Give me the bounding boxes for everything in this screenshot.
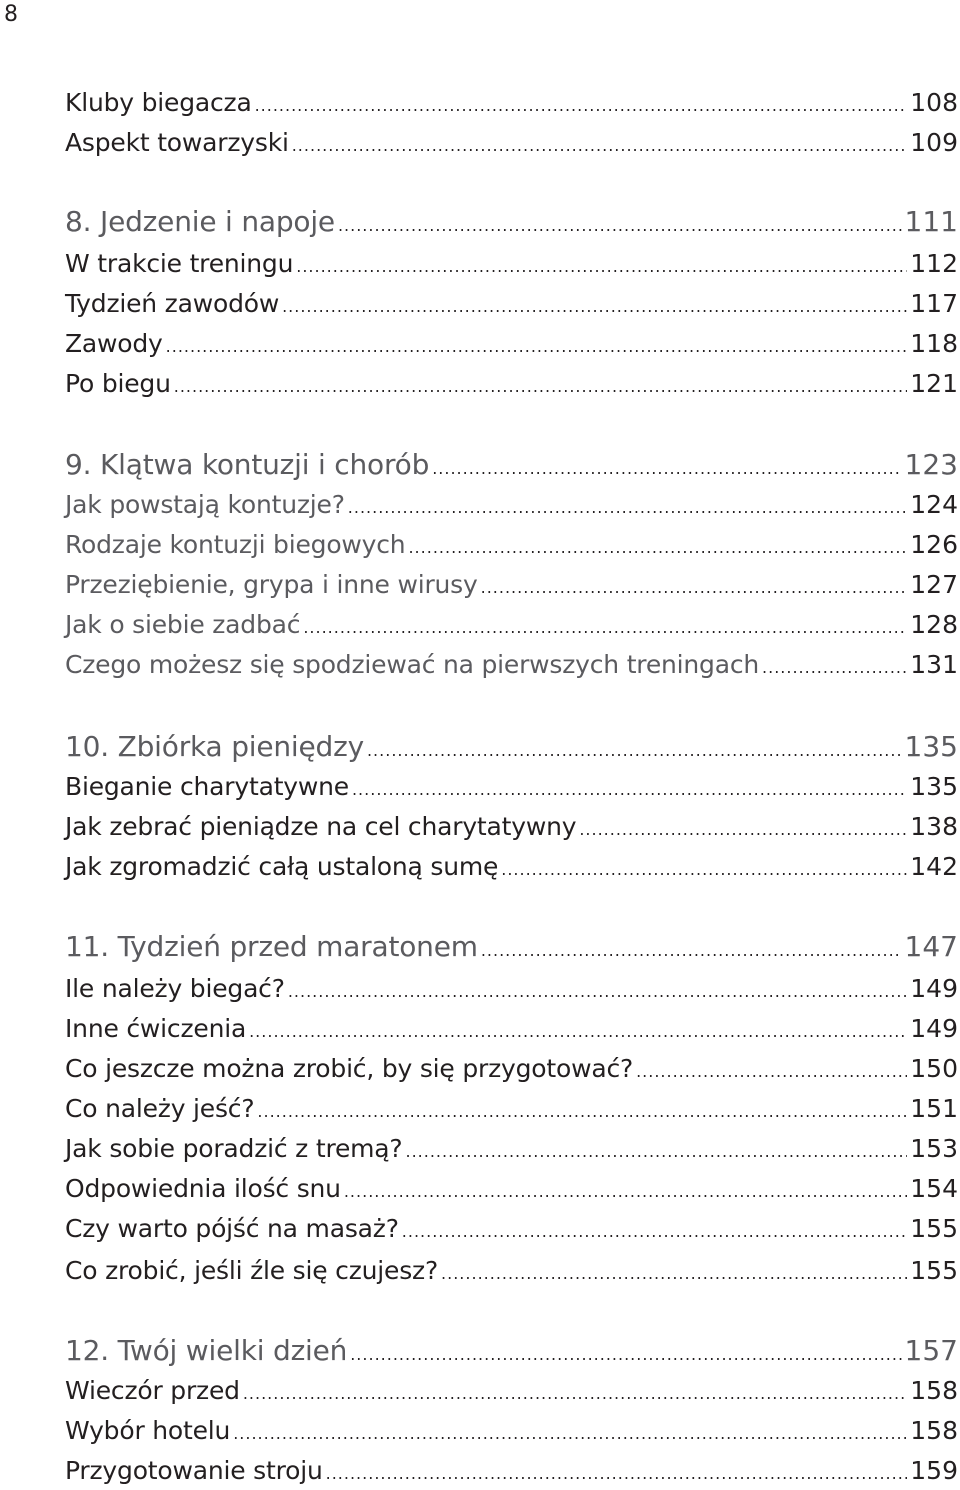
toc-entry-label: Zawody (65, 329, 163, 358)
toc-entry-page: 157 (904, 1334, 958, 1367)
toc-entry-label: 9. Klątwa kontuzji i chorób (65, 448, 430, 481)
dot-leader (282, 299, 907, 315)
dot-leader (348, 500, 908, 516)
toc-entry (65, 1014, 958, 1043)
toc-entry (65, 1376, 958, 1405)
toc-entry (65, 974, 958, 1003)
dot-leader (296, 259, 907, 275)
toc-entry-label: 8. Jedzenie i napoje (65, 205, 335, 238)
toc-entry (65, 1456, 958, 1485)
toc-entry-page: 158 (910, 1416, 958, 1445)
toc-entry (65, 1416, 958, 1445)
toc-entry-page: 135 (910, 772, 958, 801)
toc-entry (65, 570, 958, 599)
toc-chapter-entry (65, 448, 958, 481)
toc-entry-page: 124 (910, 490, 958, 519)
toc-entry-label: Ile należy biegać? (65, 974, 285, 1003)
toc-entry-label: Kluby biegacza (65, 88, 252, 117)
dot-leader (249, 1024, 907, 1040)
toc-entry-label: Jak o siebie zadbać (65, 610, 301, 639)
toc-entry (65, 329, 958, 358)
toc-entry-page: 118 (910, 329, 958, 358)
toc-entry-page: 109 (910, 128, 958, 157)
toc-entry-page: 126 (910, 530, 958, 559)
dot-leader (350, 1347, 901, 1363)
toc-entry-page: 117 (910, 289, 958, 318)
toc-entry-page: 150 (910, 1054, 958, 1083)
toc-entry (65, 650, 958, 679)
toc-entry (65, 772, 958, 801)
toc-entry-page: 108 (910, 88, 958, 117)
toc-entry-page: 121 (910, 369, 958, 398)
toc-entry (65, 530, 958, 559)
toc-entry (65, 1134, 958, 1163)
toc-entry-label: Co należy jeść? (65, 1094, 255, 1123)
toc-entry-label: Tydzień zawodów (65, 289, 280, 318)
toc-entry-label: Wybór hotelu (65, 1416, 231, 1445)
toc-entry (65, 812, 958, 841)
dot-leader (292, 138, 908, 154)
page-number: 8 (4, 2, 18, 27)
toc-entry-label: Wieczór przed (65, 1376, 240, 1405)
dot-leader (288, 984, 907, 1000)
toc-entry (65, 369, 958, 398)
dot-leader (352, 782, 907, 798)
dot-leader (402, 1224, 908, 1240)
dot-leader (344, 1184, 907, 1200)
toc-entry-page: 138 (910, 812, 958, 841)
toc-entry-label: Rodzaje kontuzji biegowych (65, 530, 406, 559)
toc-entry-page: 149 (910, 1014, 958, 1043)
toc-chapter-entry (65, 205, 958, 238)
toc-entry (65, 289, 958, 318)
toc-chapter-entry (65, 930, 958, 963)
toc-entry-page: 159 (910, 1456, 958, 1485)
toc-entry-label: W trakcie treningu (65, 249, 294, 278)
dot-leader (579, 822, 907, 838)
toc-entry-label: Co zrobić, jeśli źle się czujesz? (65, 1256, 439, 1285)
dot-leader (303, 620, 907, 636)
dot-leader (481, 943, 902, 959)
toc-entry-page: 111 (904, 205, 958, 238)
toc-entry (65, 88, 958, 117)
dot-leader (441, 1266, 907, 1282)
toc-entry-page: 154 (910, 1174, 958, 1203)
toc-entry-page: 142 (910, 852, 958, 881)
toc-entry-page: 155 (910, 1214, 958, 1243)
dot-leader (481, 580, 908, 596)
dot-leader (408, 540, 907, 556)
toc-entry (65, 1054, 958, 1083)
toc-entry-label: 11. Tydzień przed maratonem (65, 930, 478, 963)
toc-entry-page: 155 (910, 1256, 958, 1285)
toc-entry (65, 1214, 958, 1243)
toc-entry (65, 128, 958, 157)
toc-entry-label: Jak zebrać pieniądze na cel charytatywny (65, 812, 577, 841)
toc-entry-label: Bieganie charytatywne (65, 772, 349, 801)
toc-entry-label: 10. Zbiórka pieniędzy (65, 730, 364, 763)
toc-entry-label: Czy warto pójść na masaż? (65, 1214, 399, 1243)
toc-entry-page: 127 (910, 570, 958, 599)
dot-leader (166, 339, 908, 355)
toc-entry-label: Czego możesz się spodziewać na pierwszych treningach (65, 650, 760, 679)
dot-leader (432, 461, 901, 477)
toc-entry-label: Jak zgromadzić całą ustaloną sumę (65, 852, 499, 881)
toc-entry-label: Co jeszcze można zrobić, by się przygotować? (65, 1054, 634, 1083)
dot-leader (636, 1064, 907, 1080)
dot-leader (338, 218, 902, 234)
toc-entry-page: 147 (904, 930, 958, 963)
toc-entry-label: Jak powstają kontuzje? (65, 490, 345, 519)
toc-entry (65, 249, 958, 278)
toc-entry-label: Po biegu (65, 369, 171, 398)
toc-entry-page: 135 (904, 730, 958, 763)
toc-entry (65, 852, 958, 881)
toc-entry-page: 149 (910, 974, 958, 1003)
toc-entry-label: Inne ćwiczenia (65, 1014, 247, 1043)
dot-leader (326, 1466, 908, 1482)
toc-entry-page: 158 (910, 1376, 958, 1405)
toc-entry-label: Przeziębienie, grypa i inne wirusy (65, 570, 478, 599)
dot-leader (406, 1144, 908, 1160)
toc-entry (65, 1174, 958, 1203)
toc-entry-page: 128 (910, 610, 958, 639)
toc-entry-page: 153 (910, 1134, 958, 1163)
dot-leader (762, 660, 907, 676)
toc-entry-label: Przygotowanie stroju (65, 1456, 323, 1485)
dot-leader (367, 743, 902, 759)
toc-entry (65, 1256, 958, 1285)
dot-leader (174, 379, 908, 395)
toc-entry (65, 1094, 958, 1123)
toc-entry-page: 112 (910, 249, 958, 278)
toc-chapter-entry (65, 1334, 958, 1367)
dot-leader (257, 1104, 907, 1120)
toc-chapter-entry (65, 730, 958, 763)
toc-entry-label: Odpowiednia ilość snu (65, 1174, 341, 1203)
toc-entry-page: 151 (910, 1094, 958, 1123)
toc-entry-page: 123 (904, 448, 958, 481)
dot-leader (243, 1386, 907, 1402)
toc-entry (65, 490, 958, 519)
dot-leader (501, 862, 907, 878)
dot-leader (233, 1426, 907, 1442)
toc-entry-label: 12. Twój wielki dzień (65, 1334, 348, 1367)
toc-entry-page: 131 (910, 650, 958, 679)
dot-leader (255, 98, 908, 114)
toc-entry-label: Jak sobie poradzić z tremą? (65, 1134, 403, 1163)
toc-entry (65, 610, 958, 639)
toc-entry-label: Aspekt towarzyski (65, 128, 289, 157)
